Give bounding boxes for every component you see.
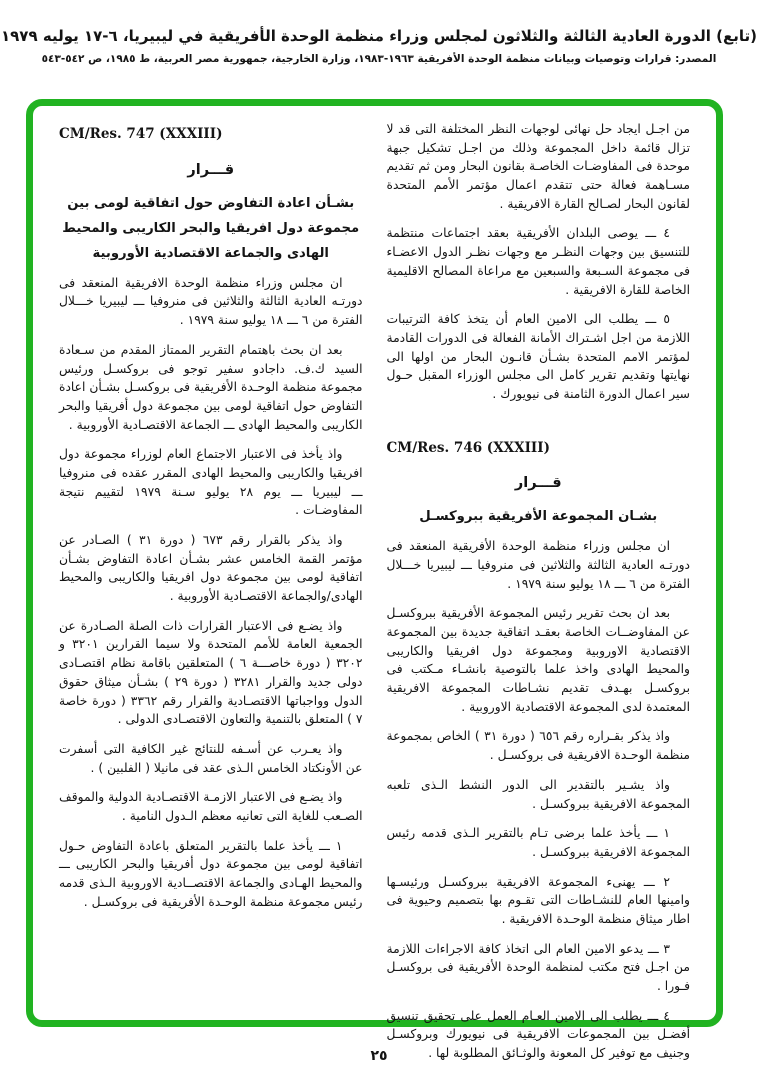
- body-paragraph: واذ يذكر بالقرار رقم ٦٧٣ ( دورة ٣١ ) الصـادر عن مؤتمر القمة الخامس عشر بشـأن اعادة التفاوض بشـأن اتفاقية لومى بين مجموعة دول افريقيا والكاريبى والمحيط الهادى/والجماعة الاقتصـادية الأوروبية .: [59, 533, 363, 604]
- body-paragraph: ٣ ـــ يدعو الامين العام الى اتخاذ كافة الاجراءات اللازمة من اجـل فتح مكتب لمنظمة الوحدة الأفريقية فى بروكسـل فـورا .: [386, 941, 690, 993]
- body-paragraph: واذ يضـع فى الاعتبار الازمـة الاقتصـادية الدولية والموقف الصـعب للغاية التى تعانيه معظم الـدول النامية .: [59, 790, 363, 823]
- column-left-res-747: [59, 120, 363, 1010]
- body-paragraph: ٢ ـــ يهنىء المجموعة الافريقية ببروكسـل ورئيسـها وامينها العام للنشـاطات التى تقـوم بها بتصميم وحيوية فى اطار ميثاق منظمة الوحـدة الافريقية .: [386, 874, 690, 926]
- resolution-id-746: CM/Res. 746 (XXXIII): [386, 439, 550, 456]
- page-header: [0, 26, 758, 65]
- body-paragraph: ان مجلس وزراء منظمة الوحدة الافريقية المنعقد فى دورتـه العادية الثالثة والثلاثين فى منروفيا ـــ ليبيريا خـــلال الفترة من ٦ ـــ ١٨ يوليو سنة ١٩٧٩ .: [59, 275, 363, 328]
- decision-heading-746: قـــرار: [514, 475, 562, 492]
- body-paragraph: واذ يذكر بقـراره رقم ٦٥٦ ( دورة ٣١ ) الخاص بمجموعة منظمة الوحـدة الافريقية فى بروكسـل .: [386, 729, 690, 763]
- session-title: (تابع) الدورة العادية الثالثة والثلاثون لمجلس وزراء منظمة الوحدة الأفريقية في ليبيريا، ٦-١٧ يوليه ١٩٧٩: [1, 27, 757, 45]
- body-paragraph: من اجـل ايجاد حل نهائى لوجهات النظر المختلفة التى قد لا تزال قائمة داخل المجموعة وذلك من اجـل تشكيل جبهة موحدة فى المفاوضـات الخاصـة بقانون البحار ومن ثم تقديم مسـاهمة فعالة حتى تتقدم اعمال مؤتمر الأمم المتحدة لقانون البحار لصـالح القارة الافريقية .: [386, 122, 690, 211]
- resolution-subtitle-746: بشـان المجموعة الأفريقية ببروكسـل: [419, 509, 658, 525]
- subtitle-line: مجموعة دول افريقيا والبحر الكاريبى والمحيط: [62, 220, 360, 236]
- decision-heading-747: قـــرار: [187, 161, 235, 178]
- source-citation: المصدر: قرارات وتوصيات وبيانات منظمة الوحدة الأفريقية ١٩٦٣-١٩٨٣، وزارة الخارجية، جمهورية مصر العربية، ط ١٩٨٥، ص ٥٤٢-٥٤٣: [41, 53, 717, 65]
- resolution-id-747: CM/Res. 747 (XXXIII): [59, 126, 223, 142]
- column-right-res-746: [386, 120, 691, 1061]
- body-paragraph: واذ يضـع فى الاعتبار القرارات ذات الصلة الصـادرة عن الجمعية العامة للأمم المتحدة ولا سيما القرارين ٣٢٠١ و ٣٢٠٢ ( دورة خاصـــة ٦ ) المتعلقين باقامة نظام اقتصـادى دولى جديد والقرار ٣٢٨١ ( دورة ٢٩ ) بشـأن ميثاق حقوق الدول وواجباتها الاقتصـادية والقرار رقم ٣٣٦٢ ( دورة خاصة ٧ ) المتعلق بالتنمية والتعاون الاقتصـادى الدولى .: [59, 618, 363, 727]
- body-paragraph: ان مجلس وزراء منظمة الوحدة الأفريقية المنعقد فى دورتـه العادية الثالثة والثلاثين فى منروفيا ـــ ليبيريا خـــلال الفترة من ٦ ـــ ١٨ يوليو سنة ١٩٧٩ .: [386, 539, 690, 591]
- body-paragraph: بعد ان بحث باهتمام التقرير الممتاز المقدم من سـعادة السيد ك.ف. داجادو سفير توجو فى بروكسـل ورئيس مجموعة منظمة الوحـدة الأفريقية فى بروكسـل بشـأن اعادة التفاوض حول اتفاقية لومى بين مجموعة دول أفريقيا والبحر الكاريبى والمحيط الهادى ـــ الجماعة الاقتصـادية الأوروبية .: [59, 342, 363, 432]
- resolution-subtitle-747: [59, 191, 363, 266]
- subtitle-line: الهادى والجماعة الاقتصادية الأوروبية: [92, 245, 329, 261]
- page-number: ٢٥: [370, 1048, 388, 1064]
- body-paragraph: واذ يعـرب عن أسـفه للنتائج غير الكافية التى أسفرت عن الأونكتاد الخامس الـذى عقد فى مانيلا ( الفلبين ) .: [59, 741, 363, 775]
- body-paragraph: واذ يأخذ فى الاعتبار الاجتماع العام لوزراء مجموعة دول افريقيا والكاريبى والمحيط الهادى المقرر عقده فى منروفيا ـــ ليبيريا ـــ يوم ٢٨ يوليو سـنة ١٩٧٩ لتقييم نتيجة المفاوضـات .: [59, 447, 363, 518]
- body-paragraph: ٥ ـــ يطلب الى الامين العام أن يتخذ كافة الترتيبات اللازمة من اجل اشـتراك الأمانة الفعالة فى الدورات القادمة لمؤتمر الامم المتحدة بشـأن قانـون البحار من اولها الى نهايتها وتقديم تقرير كامل الى مجلس الوزراء المقبل حـول سير اعمال الدورة الثامنة فى نيويورك .: [386, 312, 690, 401]
- body-paragraph: ١ ـــ يأخذ علما بالتقرير المتعلق باعادة التفاوض حـول اتفاقية لومى بين مجموعة دول أفريقيا والبحر الكاريبى ـــ والمحيط الهـادى والجماعة الاقتصــادية الاوروبية الـذى قدمه رئيس مجموعة منظمة الوحـدة الأفريقية فى بروكسـل .: [59, 838, 363, 909]
- body-paragraph: واذ يشـير بالتقدير الى الدور النشط الـذى تلعبه المجموعة الافريقية ببروكسـل .: [386, 777, 690, 811]
- subtitle-line: بشـأن اعادة التفاوض حول اتفاقية لومى بين: [67, 195, 355, 211]
- body-paragraph: ١ ـــ يأخذ علما برضى تـام بالتقرير الـذى قدمه رئيس المجموعة الافريقية ببروكسـل .: [386, 826, 690, 859]
- body-paragraph: ٤ ـــ يطلب الى الامين العـام العمل على تحقيق تنسيق أفضـل بين المجموعات الافريقية فى نيويورك وبروكسـل وجنيف مع توفير كل المعونة والوثـائق المطلوبة لها .: [386, 1008, 690, 1061]
- body-paragraph: بعد ان بحث تقرير رئيس المجموعة الأفريقية ببروكسـل عن المفاوضــات الخاصة بعقـد اتفاقية جديدة بين المجموعة الاقتصادية الاوروبية ومجموعة دول افريقيا والكاريبى والمحيط الهادى واخذ علما بالتوصية بانشـاء مـكتب فى بروكسـل بهـدف تقديم نشـاطات المجموعة الافريقية المعتمدة لدى المجموعة الاقتصادية الاوروبية .: [386, 606, 690, 714]
- body-paragraph: ٤ ـــ يوصى البلدان الأفريقية بعقد اجتماعات منتظمة للتنسيق بين وجهات النظـر مع وجهات نظـر الدول الاعضـاء فى مجموعة السـبعة والسبعين مع مراعاة المصالح الاقليمية الخاصة للقارة الافريقية .: [386, 226, 690, 297]
